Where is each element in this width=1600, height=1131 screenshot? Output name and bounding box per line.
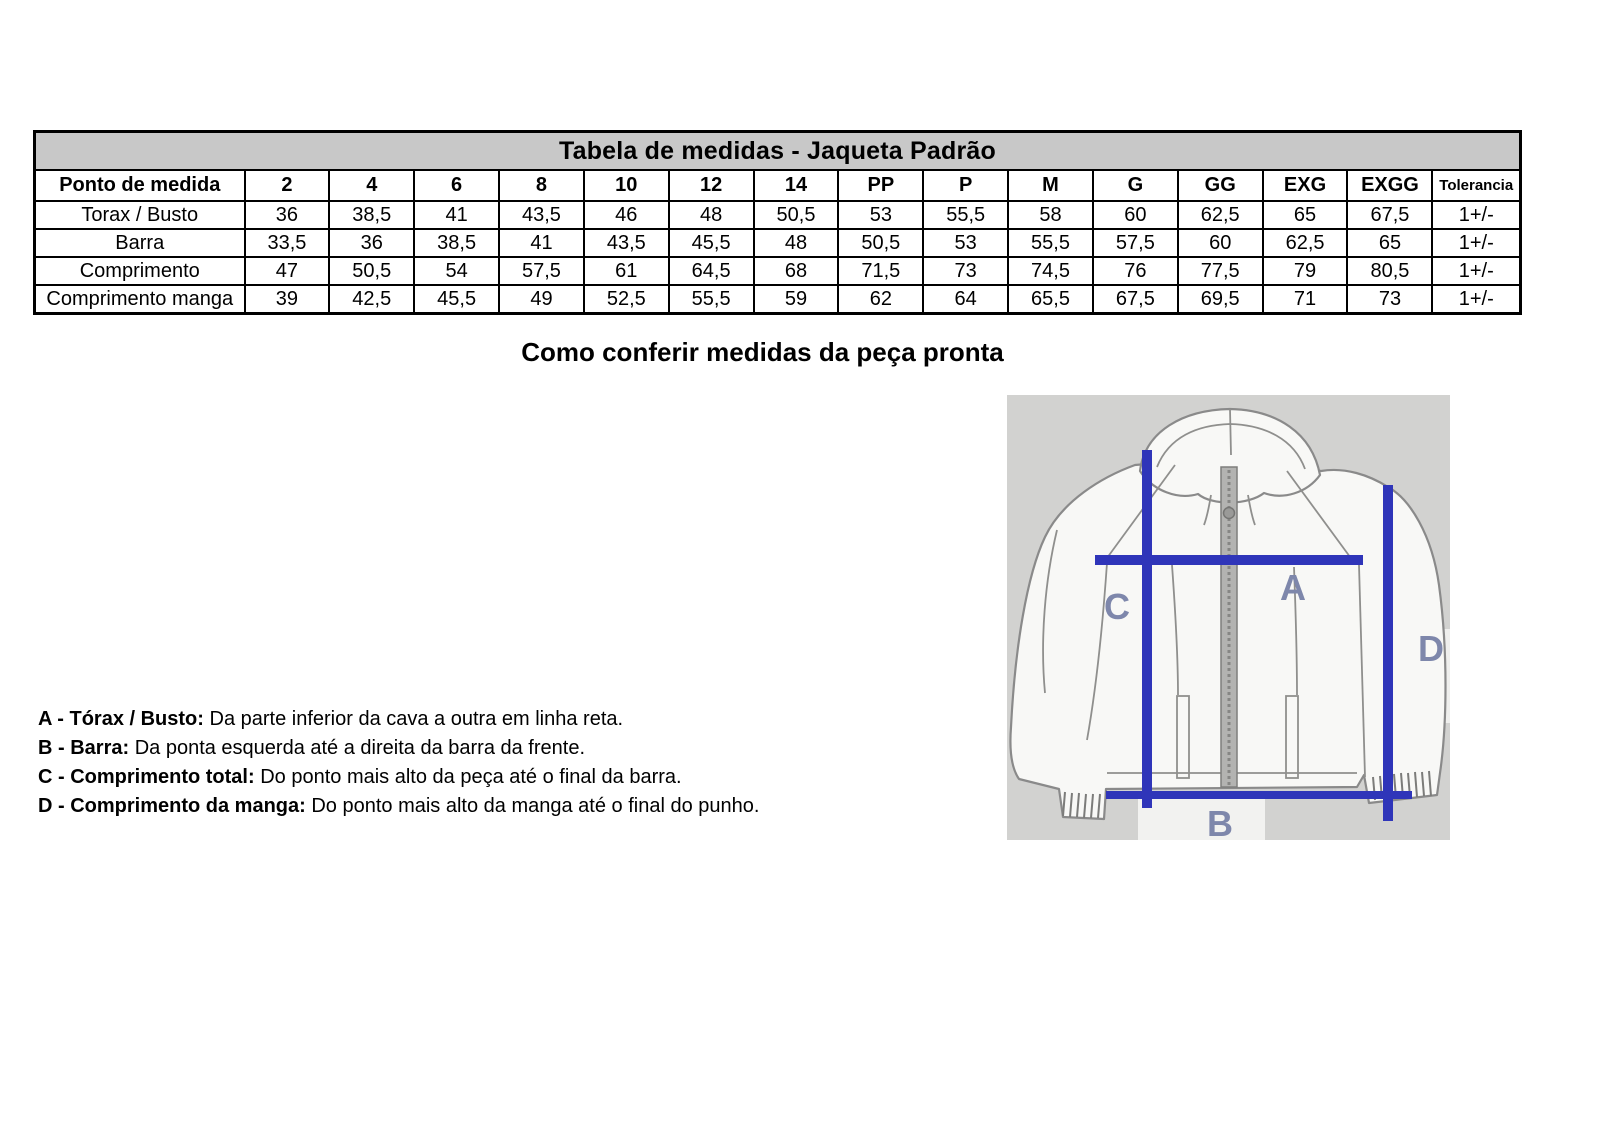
cell-value: 48	[754, 229, 839, 257]
diagram-label-a: A	[1280, 567, 1306, 608]
cell-value: 36	[245, 201, 330, 229]
cell-value: 67,5	[1093, 285, 1178, 314]
cell-value: 57,5	[1093, 229, 1178, 257]
row-label: Comprimento	[35, 257, 245, 285]
diagram-label-d: D	[1418, 628, 1444, 669]
column-header: 6	[414, 170, 499, 201]
column-header: GG	[1178, 170, 1263, 201]
jacket-diagram	[1007, 395, 1450, 840]
column-header: 4	[329, 170, 414, 201]
cell-value: 74,5	[1008, 257, 1093, 285]
cell-value: 55,5	[923, 201, 1008, 229]
column-header: P	[923, 170, 1008, 201]
legend-description: Do ponto mais alto da peça até o final da barra.	[254, 766, 682, 788]
cell-value: 71,5	[838, 257, 923, 285]
jacket-diagram-svg	[1007, 395, 1450, 840]
column-header: Tolerancia	[1432, 170, 1520, 201]
cell-value: 60	[1093, 201, 1178, 229]
cell-value: 67,5	[1347, 201, 1432, 229]
cell-value: 1+/-	[1432, 257, 1520, 285]
table-row	[35, 257, 1521, 285]
table-row	[35, 229, 1521, 257]
row-label: Comprimento manga	[35, 285, 245, 314]
cell-value: 45,5	[669, 229, 754, 257]
size-table	[33, 130, 1522, 315]
cell-value: 73	[1347, 285, 1432, 314]
row-label: Torax / Busto	[35, 201, 245, 229]
cell-value: 62,5	[1178, 201, 1263, 229]
cell-value: 61	[584, 257, 669, 285]
cell-value: 52,5	[584, 285, 669, 314]
cell-value: 68	[754, 257, 839, 285]
legend-term: A - Tórax / Busto:	[38, 708, 204, 730]
cell-value: 49	[499, 285, 584, 314]
cell-value: 38,5	[329, 201, 414, 229]
measure-legend	[38, 705, 759, 821]
cell-value: 64	[923, 285, 1008, 314]
cell-value: 41	[499, 229, 584, 257]
cell-value: 80,5	[1347, 257, 1432, 285]
cell-value: 64,5	[669, 257, 754, 285]
column-header: 14	[754, 170, 839, 201]
cell-value: 60	[1178, 229, 1263, 257]
cell-value: 53	[838, 201, 923, 229]
cell-value: 39	[245, 285, 330, 314]
cell-value: 50,5	[329, 257, 414, 285]
cell-value: 42,5	[329, 285, 414, 314]
legend-term: C - Comprimento total:	[38, 766, 255, 788]
table-row	[35, 201, 1521, 229]
cell-value: 41	[414, 201, 499, 229]
cell-value: 47	[245, 257, 330, 285]
legend-item	[38, 763, 759, 792]
cell-value: 50,5	[838, 229, 923, 257]
diagram-label-c: C	[1104, 586, 1130, 627]
legend-description: Do ponto mais alto da manga até o final do punho.	[305, 795, 760, 817]
cell-value: 53	[923, 229, 1008, 257]
column-header: Ponto de medida	[35, 170, 245, 201]
label-b-backdrop	[1138, 795, 1265, 840]
cell-value: 38,5	[414, 229, 499, 257]
cell-value: 54	[414, 257, 499, 285]
cell-value: 76	[1093, 257, 1178, 285]
cell-value: 65,5	[1008, 285, 1093, 314]
cell-value: 55,5	[669, 285, 754, 314]
table-row	[35, 285, 1521, 314]
legend-term: B - Barra:	[38, 737, 130, 759]
zipper	[1221, 467, 1237, 787]
cell-value: 69,5	[1178, 285, 1263, 314]
cell-value: 71	[1263, 285, 1348, 314]
cell-value: 65	[1347, 229, 1432, 257]
cell-value: 58	[1008, 201, 1093, 229]
diagram-label-b: B	[1207, 803, 1233, 840]
column-header: EXG	[1263, 170, 1348, 201]
table-header-row	[35, 170, 1521, 201]
cell-value: 48	[669, 201, 754, 229]
cell-value: 50,5	[754, 201, 839, 229]
cell-value: 62,5	[1263, 229, 1348, 257]
cell-value: 65	[1263, 201, 1348, 229]
column-header: 10	[584, 170, 669, 201]
column-header: M	[1008, 170, 1093, 201]
cell-value: 1+/-	[1432, 285, 1520, 314]
column-header: 2	[245, 170, 330, 201]
column-header: EXGG	[1347, 170, 1432, 201]
cell-value: 57,5	[499, 257, 584, 285]
legend-item	[38, 705, 759, 734]
table-title: Tabela de medidas - Jaqueta Padrão	[35, 132, 1521, 171]
legend-term: D - Comprimento da manga:	[38, 795, 306, 817]
cell-value: 1+/-	[1432, 229, 1520, 257]
legend-description: Da ponta esquerda até a direita da barra da frente.	[129, 737, 585, 759]
column-header: 12	[669, 170, 754, 201]
row-label: Barra	[35, 229, 245, 257]
cell-value: 1+/-	[1432, 201, 1520, 229]
cell-value: 45,5	[414, 285, 499, 314]
cell-value: 43,5	[499, 201, 584, 229]
cell-value: 43,5	[584, 229, 669, 257]
cell-value: 55,5	[1008, 229, 1093, 257]
cell-value: 33,5	[245, 229, 330, 257]
cell-value: 36	[329, 229, 414, 257]
column-header: PP	[838, 170, 923, 201]
cell-value: 59	[754, 285, 839, 314]
cell-value: 46	[584, 201, 669, 229]
cell-value: 73	[923, 257, 1008, 285]
legend-item	[38, 792, 759, 821]
cell-value: 79	[1263, 257, 1348, 285]
cell-value: 77,5	[1178, 257, 1263, 285]
column-header: 8	[499, 170, 584, 201]
column-header: G	[1093, 170, 1178, 201]
legend-item	[38, 734, 759, 763]
cell-value: 62	[838, 285, 923, 314]
legend-description: Da parte inferior da cava a outra em linha reta.	[203, 708, 624, 730]
section-heading: Como conferir medidas da peça pronta	[521, 337, 1004, 367]
